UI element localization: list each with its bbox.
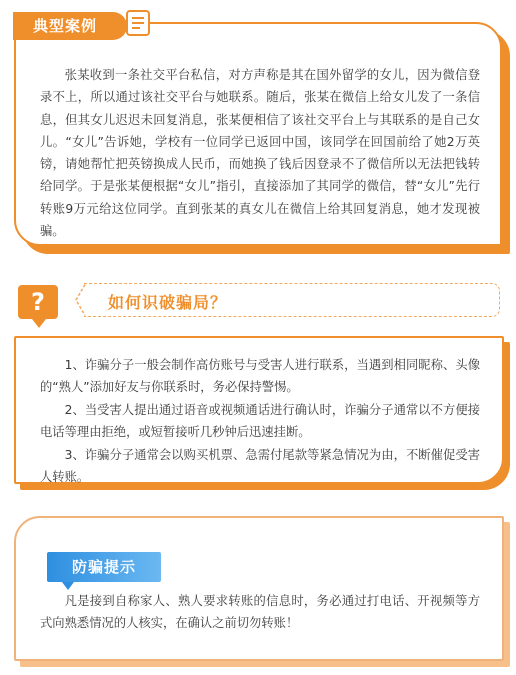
reminder-title: 防骗提示: [47, 552, 161, 582]
identify-title: 如何识破骗局？: [108, 293, 228, 312]
identify-tip-2: 2、当受害人提出通过语音或视频通话进行确认时，诈骗分子通常以不方便接电话等理由拒绝，或短暂接听几秒钟后迅速挂断。: [40, 403, 480, 440]
identify-tip-1: 1、诈骗分子一般会制作高仿账号与受害人进行联系，当遇到相同昵称、头像的“熟人”添加好友与你联系时，务必保持警惕。: [40, 358, 480, 395]
identify-tip-3: 3、诈骗分子通常会以购买机票、急需付尾款等紧急情况为由，不断催促受害人转账。: [40, 448, 480, 485]
reminder-title-pointer: [62, 582, 74, 590]
question-icon-pointer: [32, 319, 46, 328]
document-icon: [126, 10, 150, 36]
question-icon: ?: [18, 285, 58, 319]
case-title: 典型案例: [13, 12, 127, 40]
reminder-text: 凡是接到自称家人、熟人要求转账的信息时，务必通过打电话、开视频等方式向熟悉情况的人核实，在确认之前切勿转账！: [40, 594, 480, 631]
reminder-card: [14, 516, 504, 661]
case-text: 张某收到一条社交平台私信，对方声称是其在国外留学的女儿，因为微信登录不上，所以通过该社交平台与她联系。随后，张某在微信上给女儿发了一条信息，但其女儿迟迟未回复消息，张某便相信了该社交平台上与其联系的是自己女儿。“女儿”告诉她，学校有一位同学已返回中国，该同学在回国前给了她2万英镑，请她帮忙把英镑换成人民币，而她换了钱后因登录不了微信所以无法把钱转给同学。于是张某便根据“女儿”指引，直接添加了其同学的微信，替“女儿”先行转账9万元给这位同学。直到张某的真女儿在微信上给其回复消息，她才发现被骗。: [40, 68, 480, 239]
